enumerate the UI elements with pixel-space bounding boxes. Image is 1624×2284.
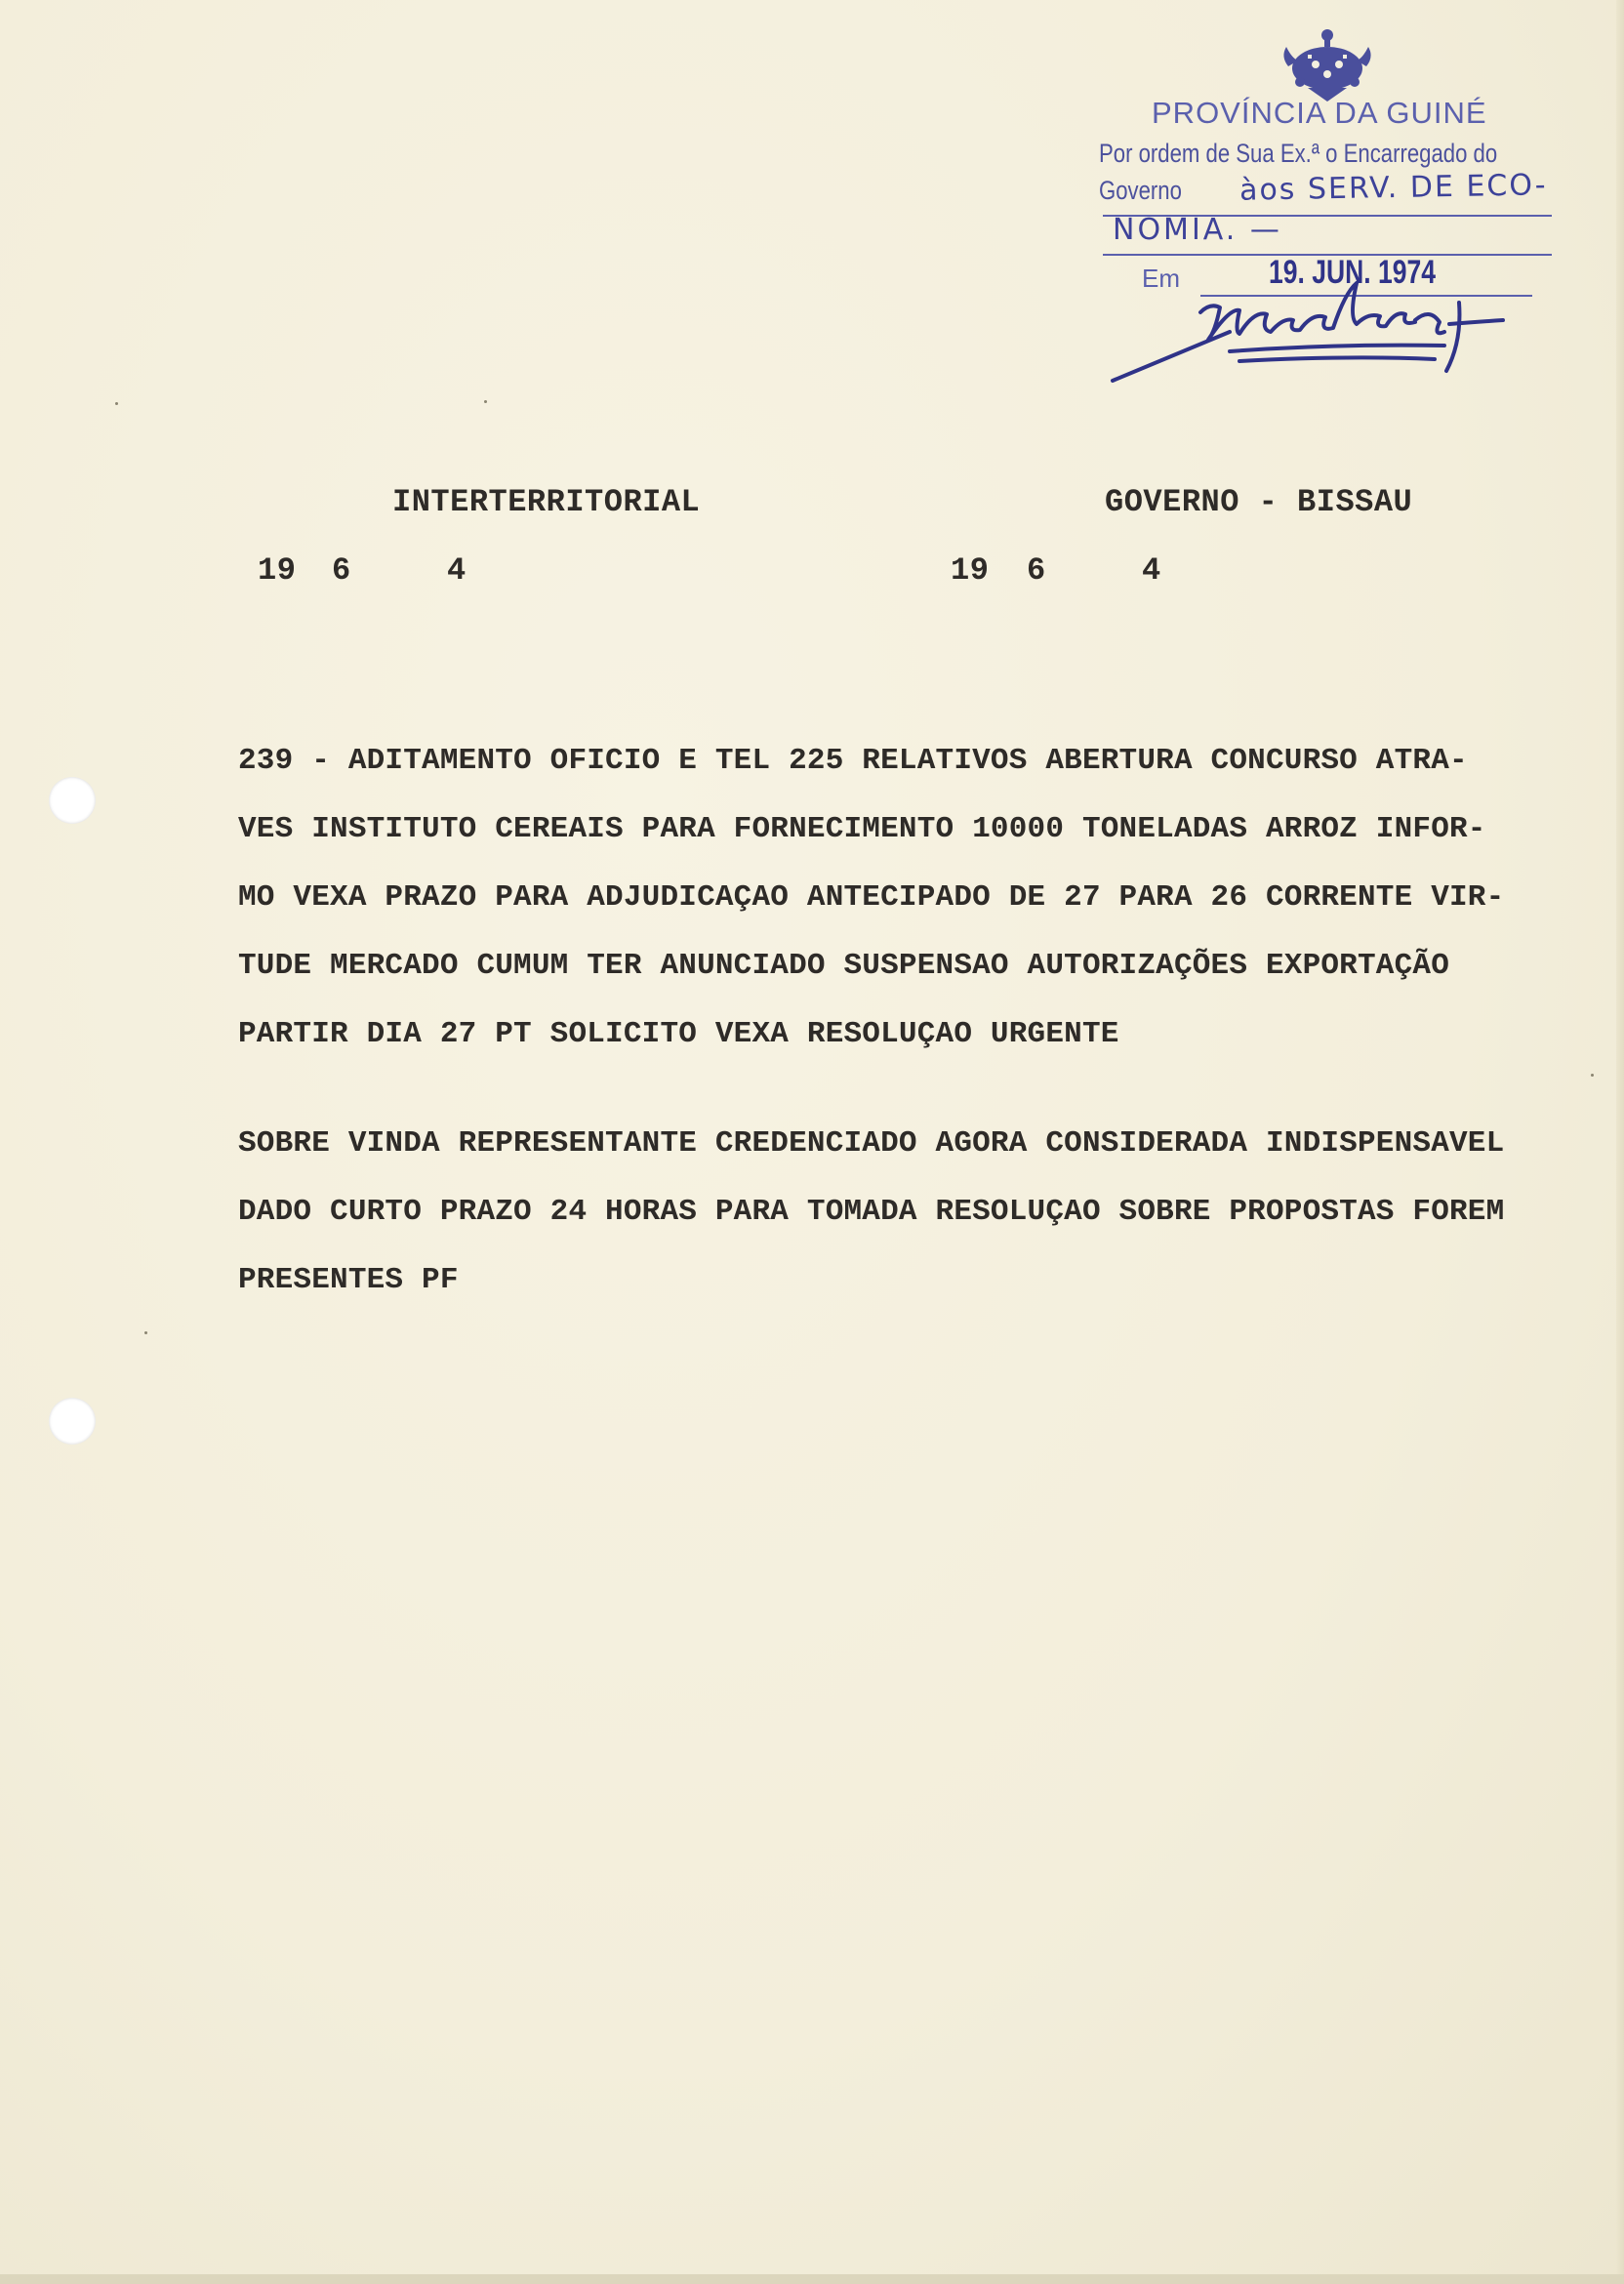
body-line: PARTIR DIA 27 PT SOLICITO VEXA RESOLUÇAO URGENTE xyxy=(238,1017,1119,1051)
paper-speck xyxy=(115,402,118,405)
body-line: 239 - ADITAMENTO OFICIO E TEL 225 RELATIVOS ABERTURA CONCURSO ATRA- xyxy=(238,744,1468,778)
punch-hole-upper xyxy=(49,777,96,824)
body-line: PRESENTES PF xyxy=(238,1263,459,1297)
paper-speck xyxy=(484,400,487,403)
header-left-number-3: 4 xyxy=(447,552,467,589)
punch-hole-lower xyxy=(49,1398,96,1445)
stamp-em-label: Em xyxy=(1142,264,1180,293)
header-left-number-2: 6 xyxy=(332,552,351,589)
official-stamp xyxy=(1093,20,1562,371)
stamp-order-line: Por ordem de Sua Ex.ª o Encarregado do xyxy=(1099,139,1498,168)
body-line: MO VEXA PRAZO PARA ADJUDICAÇAO ANTECIPADO DE 27 PARA 26 CORRENTE VIR- xyxy=(238,880,1505,915)
header-right-number-2: 6 xyxy=(1027,552,1046,589)
header-governo-bissau: GOVERNO - BISSAU xyxy=(1105,484,1413,520)
stamp-governo-prefix: Governo xyxy=(1099,176,1182,205)
header-right-number-1: 19 xyxy=(951,552,990,589)
handwritten-signature-icon xyxy=(1093,264,1562,390)
header-interterritorial: INTERTERRITORIAL xyxy=(392,484,701,520)
coat-of-arms-emblem-icon xyxy=(1279,27,1376,103)
stamp-handwritten-line-1: àos SERV. DE ECO- xyxy=(1238,168,1548,208)
body-line: DADO CURTO PRAZO 24 HORAS PARA TOMADA RESOLUÇAO SOBRE PROPOSTAS FOREM xyxy=(238,1195,1505,1229)
body-line: TUDE MERCADO CUMUM TER ANUNCIADO SUSPENSAO AUTORIZAÇÕES EXPORTAÇÃO xyxy=(238,949,1449,983)
header-right-number-3: 4 xyxy=(1142,552,1161,589)
stamp-date: 19. JUN. 1974 xyxy=(1269,254,1437,291)
stamp-title: PROVÍNCIA DA GUINÉ xyxy=(1152,96,1487,130)
paper-edge-right xyxy=(1616,0,1624,2284)
body-line: SOBRE VINDA REPRESENTANTE CREDENCIADO AGORA CONSIDERADA INDISPENSAVEL xyxy=(238,1126,1505,1161)
paper-speck xyxy=(144,1331,147,1334)
stamp-handwritten-line-2: NOMIA. — xyxy=(1113,213,1282,247)
header-left-number-1: 19 xyxy=(258,552,297,589)
paper-speck xyxy=(1591,1074,1594,1077)
paper-edge-bottom xyxy=(0,2274,1624,2284)
body-line: VES INSTITUTO CEREAIS PARA FORNECIMENTO 10000 TONELADAS ARROZ INFOR- xyxy=(238,812,1486,846)
